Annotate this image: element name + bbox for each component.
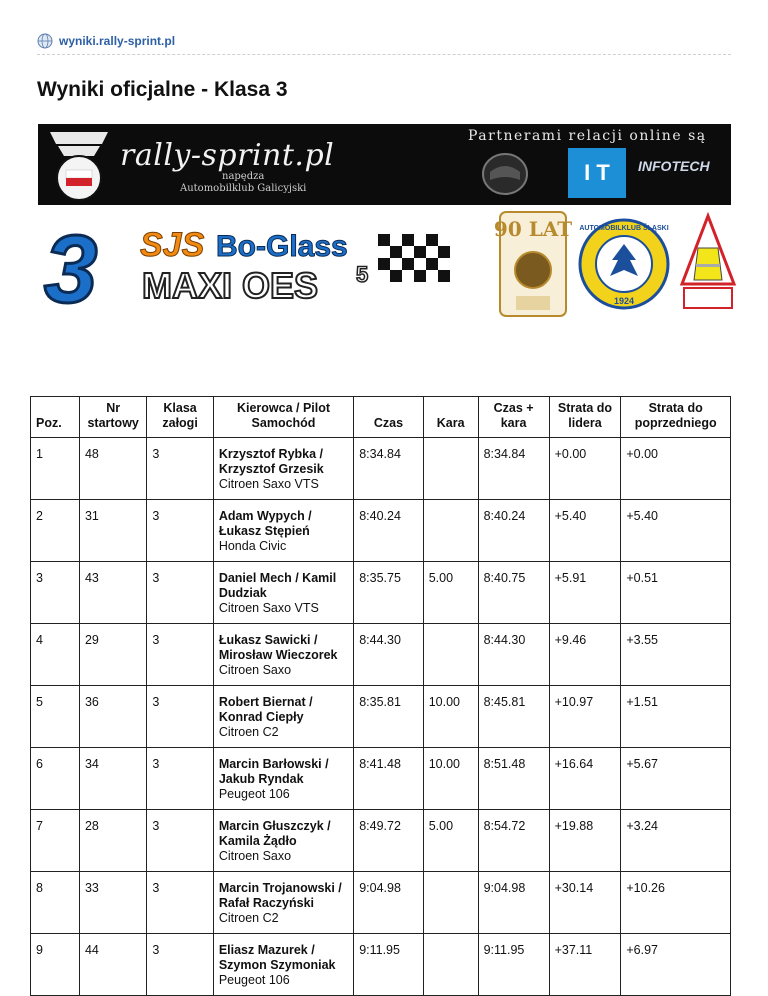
cell-lider: +16.64 bbox=[549, 748, 621, 810]
car-model: Peugeot 106 bbox=[218, 973, 290, 987]
cell-poprz: +3.24 bbox=[621, 810, 731, 872]
cell-total: 8:40.24 bbox=[478, 500, 549, 562]
cell-nr: 33 bbox=[79, 872, 146, 934]
cell-klasa: 3 bbox=[147, 748, 213, 810]
crew-cell bbox=[213, 810, 353, 872]
table-row bbox=[31, 624, 731, 686]
crew-cell bbox=[213, 562, 353, 624]
cell-poprz: +0.00 bbox=[621, 438, 731, 500]
header-divider bbox=[37, 54, 731, 55]
checkered-flag-icon bbox=[378, 234, 450, 282]
table-row bbox=[31, 562, 731, 624]
cell-pos: 1 bbox=[31, 438, 80, 500]
cell-total: 8:34.84 bbox=[478, 438, 549, 500]
cell-czas: 8:35.81 bbox=[354, 686, 424, 748]
table-row bbox=[31, 748, 731, 810]
column-header: Kierowca / Pilot Samochód bbox=[213, 397, 353, 438]
car-model: Honda Civic bbox=[218, 539, 287, 553]
car-model: Citroen Saxo bbox=[218, 849, 292, 863]
cell-kara bbox=[423, 624, 478, 686]
cell-pos: 5 bbox=[31, 686, 80, 748]
cell-kara: 5.00 bbox=[423, 562, 478, 624]
cell-poprz: +5.67 bbox=[621, 748, 731, 810]
table-row bbox=[31, 686, 731, 748]
car-model: Peugeot 106 bbox=[218, 787, 290, 801]
anniversary-text: 90 LAT bbox=[493, 217, 573, 241]
crew-cell bbox=[213, 686, 353, 748]
crew-cell bbox=[213, 500, 353, 562]
cell-lider: +5.40 bbox=[549, 500, 621, 562]
safety-vest-sign-icon bbox=[680, 214, 736, 310]
cell-poprz: +3.55 bbox=[621, 624, 731, 686]
table-row bbox=[31, 934, 731, 996]
cell-lider: +5.91 bbox=[549, 562, 621, 624]
ninety-years-badge-icon bbox=[493, 210, 573, 318]
car-model: Citroen Saxo bbox=[218, 663, 292, 677]
cell-kara: 10.00 bbox=[423, 748, 478, 810]
cell-klasa: 3 bbox=[147, 438, 213, 500]
table-row bbox=[31, 500, 731, 562]
cell-nr: 43 bbox=[79, 562, 146, 624]
column-header: Czas + kara bbox=[478, 397, 549, 438]
cell-kara bbox=[423, 934, 478, 996]
crew-names: Krzysztof Rybka / Krzysztof Grzesik bbox=[218, 447, 324, 476]
car-model: Citroen Saxo VTS bbox=[218, 601, 319, 615]
sjs-boglass-maxi-oes-logo bbox=[38, 216, 478, 323]
cell-czas: 8:35.75 bbox=[354, 562, 424, 624]
cell-pos: 2 bbox=[31, 500, 80, 562]
car-model: Citroen Saxo VTS bbox=[218, 477, 319, 491]
crew-names: Marcin Barłowski / Jakub Ryndak bbox=[218, 757, 329, 786]
cell-czas: 8:44.30 bbox=[354, 624, 424, 686]
car-model: Citroen C2 bbox=[218, 911, 279, 925]
column-header: Klasa załogi bbox=[147, 397, 213, 438]
infotech-logo: INFOTECH bbox=[638, 158, 710, 174]
results-table bbox=[30, 396, 731, 996]
automobilklub-slaski-badge-icon bbox=[578, 214, 670, 314]
event-logos bbox=[38, 210, 731, 323]
series-number: 5 bbox=[356, 262, 369, 287]
column-header: Kara bbox=[423, 397, 478, 438]
event-number: 3 bbox=[44, 216, 98, 323]
cell-czas: 9:04.98 bbox=[354, 872, 424, 934]
crew-names: Marcin Trojanowski / Rafał Raczyński bbox=[218, 881, 342, 910]
globe-icon bbox=[37, 33, 53, 49]
cell-lider: +0.00 bbox=[549, 438, 621, 500]
cell-nr: 36 bbox=[79, 686, 146, 748]
cell-pos: 4 bbox=[31, 624, 80, 686]
cell-czas: 8:49.72 bbox=[354, 810, 424, 872]
partners-text: Partnerami relacji online są bbox=[468, 128, 707, 144]
crew-cell bbox=[213, 872, 353, 934]
cell-nr: 44 bbox=[79, 934, 146, 996]
cell-nr: 34 bbox=[79, 748, 146, 810]
cell-klasa: 3 bbox=[147, 686, 213, 748]
cell-czas: 8:40.24 bbox=[354, 500, 424, 562]
automobilklub-text: AUTOMOBILKLUB ŚLĄSKI bbox=[579, 225, 669, 232]
banner-tagline bbox=[180, 171, 306, 195]
cell-kara: 10.00 bbox=[423, 686, 478, 748]
cell-klasa: 3 bbox=[147, 562, 213, 624]
cell-nr: 31 bbox=[79, 500, 146, 562]
helmet-logo-icon bbox=[478, 150, 532, 198]
automobilklub-year: 1924 bbox=[613, 296, 635, 306]
table-header-row bbox=[31, 397, 731, 438]
cell-nr: 29 bbox=[79, 624, 146, 686]
crew-cell bbox=[213, 934, 353, 996]
crew-cell bbox=[213, 748, 353, 810]
cell-poprz: +10.26 bbox=[621, 872, 731, 934]
table-row bbox=[31, 872, 731, 934]
cell-kara bbox=[423, 500, 478, 562]
cell-kara bbox=[423, 872, 478, 934]
column-header: Strata do lidera bbox=[549, 397, 621, 438]
table-row bbox=[31, 438, 731, 500]
cell-pos: 7 bbox=[31, 810, 80, 872]
cell-lider: +10.97 bbox=[549, 686, 621, 748]
crew-names: Robert Biernat / Konrad Ciepły bbox=[218, 695, 313, 724]
cell-klasa: 3 bbox=[147, 500, 213, 562]
it-logo: I T bbox=[568, 148, 626, 198]
site-link[interactable]: wyniki.rally-sprint.pl bbox=[59, 34, 176, 48]
cell-poprz: +6.97 bbox=[621, 934, 731, 996]
cell-poprz: +1.51 bbox=[621, 686, 731, 748]
cell-total: 8:40.75 bbox=[478, 562, 549, 624]
cell-lider: +9.46 bbox=[549, 624, 621, 686]
cell-kara: 5.00 bbox=[423, 810, 478, 872]
sponsor-sjs: SJS bbox=[140, 226, 205, 264]
cell-nr: 28 bbox=[79, 810, 146, 872]
cell-poprz: +0.51 bbox=[621, 562, 731, 624]
car-model: Citroen C2 bbox=[218, 725, 279, 739]
cell-klasa: 3 bbox=[147, 934, 213, 996]
cell-klasa: 3 bbox=[147, 872, 213, 934]
cell-total: 9:04.98 bbox=[478, 872, 549, 934]
results-body bbox=[31, 438, 731, 996]
page-title: Wyniki oficjalne - Klasa 3 bbox=[37, 78, 288, 101]
cell-lider: +19.88 bbox=[549, 810, 621, 872]
crew-names: Daniel Mech / Kamil Dudziak bbox=[218, 571, 337, 600]
automobilklub-galicyjski-crest-icon bbox=[44, 126, 114, 204]
rally-sprint-banner[interactable] bbox=[38, 124, 731, 205]
crew-cell bbox=[213, 438, 353, 500]
crew-names: Adam Wypych / Łukasz Stępień bbox=[218, 509, 312, 538]
table-row bbox=[31, 810, 731, 872]
crew-names: Marcin Głuszczyk / Kamila Żądło bbox=[218, 819, 331, 848]
column-header: Czas bbox=[354, 397, 424, 438]
column-header: Poz. bbox=[31, 397, 80, 438]
cell-pos: 9 bbox=[31, 934, 80, 996]
cell-total: 8:45.81 bbox=[478, 686, 549, 748]
column-header: Strata do poprzedniego bbox=[621, 397, 731, 438]
cell-total: 8:51.48 bbox=[478, 748, 549, 810]
cell-poprz: +5.40 bbox=[621, 500, 731, 562]
site-bar bbox=[37, 31, 175, 51]
cell-lider: +37.11 bbox=[549, 934, 621, 996]
tagline-line-1: napędza bbox=[222, 171, 265, 182]
cell-pos: 6 bbox=[31, 748, 80, 810]
cell-kara bbox=[423, 438, 478, 500]
cell-czas: 9:11.95 bbox=[354, 934, 424, 996]
banner-site-name: rally-sprint.pl bbox=[120, 138, 335, 173]
cell-pos: 3 bbox=[31, 562, 80, 624]
series-name: MAXI OES bbox=[142, 265, 319, 306]
cell-total: 8:44.30 bbox=[478, 624, 549, 686]
column-header: Nr startowy bbox=[79, 397, 146, 438]
tagline-line-2: Automobilklub Galicyjski bbox=[180, 183, 307, 194]
cell-pos: 8 bbox=[31, 872, 80, 934]
cell-klasa: 3 bbox=[147, 810, 213, 872]
cell-czas: 8:41.48 bbox=[354, 748, 424, 810]
cell-klasa: 3 bbox=[147, 624, 213, 686]
crew-names: Eliasz Mazurek / Szymon Szymoniak bbox=[218, 943, 336, 972]
cell-lider: +30.14 bbox=[549, 872, 621, 934]
crew-names: Łukasz Sawicki / Mirosław Wieczorek bbox=[218, 633, 338, 662]
cell-czas: 8:34.84 bbox=[354, 438, 424, 500]
crew-cell bbox=[213, 624, 353, 686]
cell-nr: 48 bbox=[79, 438, 146, 500]
cell-total: 8:54.72 bbox=[478, 810, 549, 872]
sponsor-boglass: Bo-Glass bbox=[216, 230, 348, 263]
cell-total: 9:11.95 bbox=[478, 934, 549, 996]
